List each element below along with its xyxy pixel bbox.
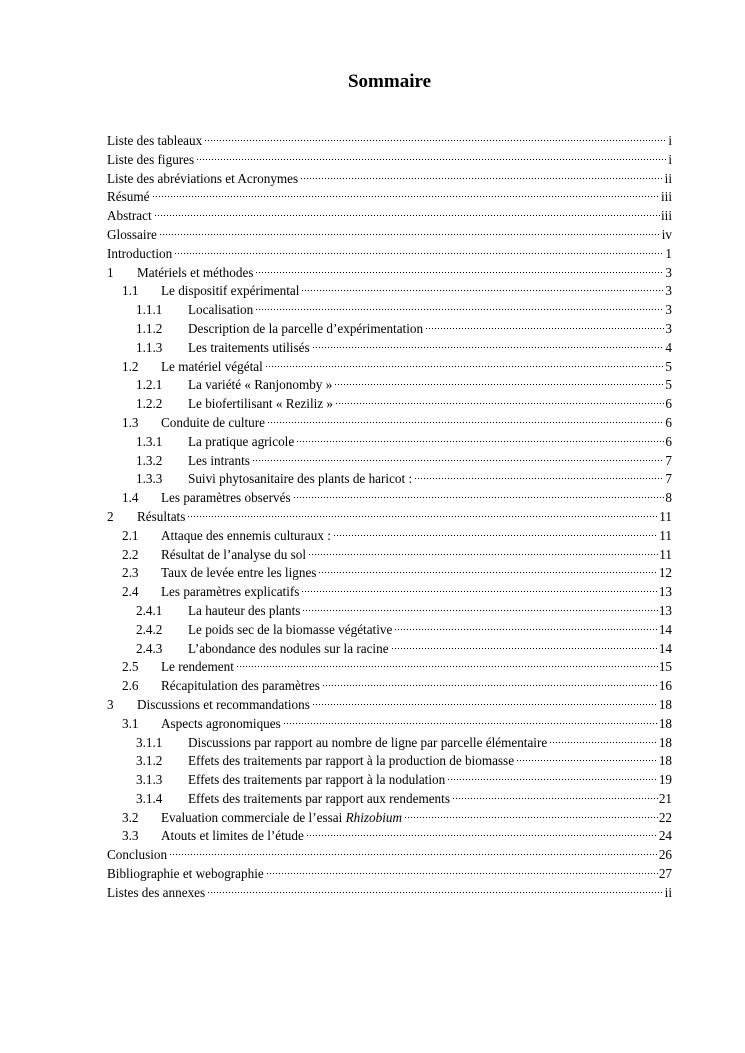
toc-entry-number: 2.5 <box>122 659 139 675</box>
toc-entry-number: 1.3.3 <box>136 471 163 487</box>
dot-leader <box>207 891 664 894</box>
toc-entry-number: 2.6 <box>122 678 139 694</box>
toc-entry-title: Le poids sec de la biomasse végétative <box>188 621 393 637</box>
toc-entry-page-number: 27 <box>658 866 672 882</box>
toc-entry-page-number: 15 <box>658 659 672 675</box>
dot-leader <box>300 177 664 180</box>
toc-entry[interactable] <box>107 452 672 471</box>
toc-entry[interactable] <box>107 395 672 414</box>
dot-leader <box>301 289 664 292</box>
toc-entry[interactable] <box>107 809 672 828</box>
toc-entry-title: Conduite de culture <box>161 414 266 430</box>
toc-entry[interactable] <box>107 151 672 170</box>
toc-entry[interactable] <box>107 640 672 659</box>
dot-leader <box>236 665 658 668</box>
dot-leader <box>322 684 658 687</box>
dot-leader <box>549 741 658 744</box>
toc-entry-title: Discussions par rapport au nombre de ligne par parcelle élémentaire <box>188 734 548 750</box>
toc-entry-title: Matériels et méthodes <box>137 264 254 280</box>
toc-entry-number: 1.1.3 <box>136 339 163 355</box>
toc-entry-title: Description de la parcelle d’expérimentation <box>188 320 424 336</box>
toc-entry[interactable] <box>107 339 672 358</box>
toc-entry-page-number: 5 <box>665 377 672 393</box>
toc-entry[interactable] <box>107 508 672 527</box>
toc-entry[interactable] <box>107 602 672 621</box>
toc-entry[interactable] <box>107 752 672 771</box>
dot-leader <box>283 722 658 725</box>
dot-leader <box>312 346 665 349</box>
page-title: Sommaire <box>347 71 432 92</box>
dot-leader <box>335 402 664 405</box>
toc-entry-number: 3.1.2 <box>136 753 163 769</box>
toc-entry-page-number: 21 <box>658 790 672 806</box>
toc-entry-page-number: 7 <box>665 471 672 487</box>
toc-entry-page-number: 8 <box>665 490 672 506</box>
toc-entry-page-number: 18 <box>658 734 672 750</box>
toc-entry-title: Le rendement <box>161 659 234 675</box>
toc-entry[interactable] <box>107 489 672 508</box>
toc-entry-page-number: 14 <box>658 621 672 637</box>
toc-entry-page-number: 3 <box>665 302 672 318</box>
toc-entry[interactable] <box>107 621 672 640</box>
toc-entry-number: 3.1.4 <box>136 790 163 806</box>
toc-entry-page-number: 18 <box>658 696 672 712</box>
toc-entry-page-number: i <box>668 151 672 167</box>
toc-entry-title: La pratique agricole <box>188 433 295 449</box>
toc-entry-number: 3 <box>107 696 114 712</box>
toc-entry[interactable] <box>107 865 672 884</box>
toc-entry-number: 3.3 <box>122 828 139 844</box>
dot-leader <box>252 459 665 462</box>
toc-entry-title: Suivi phytosanitaire des plants de haricot : <box>188 471 413 487</box>
toc-entry[interactable] <box>107 376 672 395</box>
toc-entry[interactable] <box>107 226 672 245</box>
dot-leader <box>394 628 657 631</box>
toc-entry-number: 1.4 <box>122 490 139 506</box>
dot-leader <box>159 233 661 236</box>
toc-entry-number: 2.4.1 <box>136 602 163 618</box>
toc-entry-page-number: 12 <box>658 565 672 581</box>
toc-entry-page-number: iv <box>661 226 672 242</box>
dot-leader <box>302 609 657 612</box>
dot-leader <box>187 515 658 518</box>
toc-entry-title: Le biofertilisant « Reziliz » <box>188 396 334 412</box>
toc-entry[interactable] <box>107 358 672 377</box>
dot-leader <box>516 759 658 762</box>
toc-entry-title: Atouts et limites de l’étude <box>161 828 304 844</box>
toc-entry-title: Résultats <box>137 508 186 524</box>
toc-entry-page-number: i <box>668 133 672 148</box>
toc-entry-page-number: 19 <box>658 772 672 788</box>
toc-entry-title: Glossaire <box>107 226 157 242</box>
toc-entry[interactable] <box>107 884 672 903</box>
toc-entry-title: Listes des annexes <box>107 884 206 900</box>
toc-entry[interactable] <box>107 170 672 189</box>
toc-entry-page-number: 4 <box>665 339 672 355</box>
toc-entry[interactable] <box>107 301 672 320</box>
dot-leader <box>318 571 657 574</box>
toc-entry[interactable] <box>107 527 672 546</box>
toc-entry-number: 3.1.1 <box>136 734 163 750</box>
dot-leader <box>293 496 665 499</box>
toc-entry-page-number: iii <box>661 208 672 224</box>
toc-entry[interactable] <box>107 546 672 565</box>
toc-entry-number: 2.4 <box>122 584 139 600</box>
toc-entry-page-number: 3 <box>665 264 672 280</box>
toc-entry-number: 2.4.3 <box>136 640 163 656</box>
dot-leader <box>255 271 664 274</box>
toc-entry-title: Les traitements utilisés <box>188 339 310 355</box>
toc-entry[interactable] <box>107 734 672 753</box>
dot-leader <box>306 834 658 837</box>
toc-entry-number: 1 <box>107 264 114 280</box>
toc-entry[interactable] <box>107 264 672 283</box>
dot-leader <box>452 797 658 800</box>
toc-entry-number: 1.3.1 <box>136 433 163 449</box>
toc-entry-title: Les paramètres explicatifs <box>161 584 300 600</box>
toc-entry-page-number: 5 <box>665 358 672 374</box>
dot-leader <box>267 421 664 424</box>
toc-entry[interactable] <box>107 771 672 790</box>
toc-entry-page-number: 18 <box>658 753 672 769</box>
toc-entry[interactable] <box>107 207 672 226</box>
dot-leader <box>308 553 658 556</box>
toc-entry-title: Discussions et recommandations <box>137 696 310 712</box>
toc-entry[interactable] <box>107 188 672 207</box>
toc-entry-page-number: 11 <box>659 508 672 524</box>
toc-entry-title: Taux de levée entre les lignes <box>161 565 317 581</box>
toc-entry[interactable] <box>107 433 672 452</box>
toc-entry[interactable] <box>107 846 672 865</box>
toc-entry[interactable] <box>107 583 672 602</box>
toc-entry-title: Liste des figures <box>107 151 195 167</box>
dot-leader <box>255 308 664 311</box>
toc-entry-page-number: 22 <box>658 809 672 825</box>
toc-entry-number: 1.2 <box>122 358 139 374</box>
toc-entry-title: La variété « Ranjonomby » <box>188 377 333 393</box>
toc-entry-title: Effets des traitements par rapport à la nodulation <box>188 772 446 788</box>
toc-entry-title: Effets des traitements par rapport à la production de biomasse <box>188 753 515 769</box>
toc-entry-title: Les intrants <box>188 452 250 468</box>
toc-entry[interactable] <box>107 282 672 301</box>
toc-entry-title: Bibliographie et webographie <box>107 866 264 882</box>
toc-entry-page-number: iii <box>661 189 672 205</box>
toc-entry[interactable] <box>107 827 672 846</box>
toc-entry-title: Liste des tableaux <box>107 133 203 148</box>
toc-entry-title-italic: Rhizobium <box>345 809 402 825</box>
toc-entry-page-number: 14 <box>658 640 672 656</box>
toc-entry-title: La hauteur des plants <box>188 602 301 618</box>
toc-entry-number: 3.2 <box>122 809 139 825</box>
toc-entry[interactable] <box>107 320 672 339</box>
toc-entry-title: Attaque des ennemis culturaux : <box>161 527 331 543</box>
dot-leader <box>204 139 667 142</box>
dot-leader <box>312 703 658 706</box>
toc-entry-number: 1.2.2 <box>136 396 163 412</box>
toc-entry-page-number: 11 <box>659 527 672 543</box>
toc-entry-page-number: 16 <box>658 678 672 694</box>
toc-entry-title: Le matériel végétal <box>161 358 263 374</box>
toc-entry[interactable] <box>107 414 672 433</box>
toc-entry-page-number: 26 <box>658 847 672 863</box>
toc-entry-title: Localisation <box>188 302 254 318</box>
toc-entry[interactable] <box>107 564 672 583</box>
dot-leader <box>391 647 658 650</box>
dot-leader <box>265 365 665 368</box>
toc-entry-page-number: ii <box>664 170 672 186</box>
toc-entry-number: 3.1.3 <box>136 772 163 788</box>
dot-leader <box>266 872 658 875</box>
toc-entry-page-number: 6 <box>665 433 672 449</box>
dot-leader <box>447 778 658 781</box>
dot-leader <box>154 214 660 217</box>
toc-entry-title: Introduction <box>107 245 173 261</box>
toc-entry-page-number: 3 <box>665 283 672 299</box>
dot-leader <box>301 590 657 593</box>
toc-entry-page-number: 13 <box>658 584 672 600</box>
toc-entry-title: Récapitulation des paramètres <box>161 678 320 694</box>
toc-entry-page-number: 1 <box>665 245 672 261</box>
toc-entry-title: Les paramètres observés <box>161 490 291 506</box>
toc-entry[interactable] <box>107 658 672 677</box>
toc-entry-title: Abstract <box>107 208 152 224</box>
toc-entry-title: Résultat de l’analyse du sol <box>161 546 307 562</box>
toc-entry-title: Liste des abréviations et Acronymes <box>107 170 299 186</box>
toc-entry-number: 2.2 <box>122 546 139 562</box>
toc-entry-page-number: 11 <box>659 546 672 562</box>
toc-entry[interactable] <box>107 677 672 696</box>
toc-entry-number: 2.3 <box>122 565 139 581</box>
dot-leader <box>414 477 664 480</box>
toc-entry-title <box>161 809 402 828</box>
toc-entry-number: 1.1 <box>122 283 139 299</box>
toc-entry[interactable] <box>107 132 672 151</box>
toc-entry-title: Effets des traitements par rapport aux rendements <box>188 790 450 806</box>
toc-entry-page-number: 6 <box>665 396 672 412</box>
toc-entry-title: Résumé <box>107 189 150 205</box>
toc-entry-number: 2 <box>107 508 114 524</box>
dot-leader <box>196 158 667 161</box>
dot-leader <box>174 252 664 255</box>
toc-entry-page-number: 18 <box>658 715 672 731</box>
toc-entry-number: 1.3.2 <box>136 452 163 468</box>
toc-entry-title: Conclusion <box>107 847 168 863</box>
toc-entry-title: Le dispositif expérimental <box>161 283 300 299</box>
toc-entry-number: 1.3 <box>122 414 139 430</box>
toc-entry-title: L’abondance des nodules sur la racine <box>188 640 389 656</box>
toc-entry-page-number: 24 <box>658 828 672 844</box>
dot-leader <box>334 383 664 386</box>
toc-entry-title: Aspects agronomiques <box>161 715 281 731</box>
toc-entry-number: 1.1.2 <box>136 320 163 336</box>
table-of-contents <box>107 132 672 903</box>
dot-leader <box>404 816 658 819</box>
toc-entry-page-number: 7 <box>665 452 672 468</box>
toc-entry[interactable] <box>107 245 672 264</box>
dot-leader <box>333 534 658 537</box>
toc-entry[interactable] <box>107 470 672 489</box>
toc-entry-page-number: 6 <box>665 414 672 430</box>
toc-entry[interactable] <box>107 715 672 734</box>
dot-leader <box>169 853 658 856</box>
toc-entry[interactable] <box>107 696 672 715</box>
toc-entry-number: 1.2.1 <box>136 377 163 393</box>
toc-entry-title-text: Evaluation commerciale de l’essai <box>161 809 343 825</box>
toc-entry[interactable] <box>107 790 672 809</box>
toc-entry-number: 2.1 <box>122 527 139 543</box>
dot-leader <box>296 440 664 443</box>
toc-entry-page-number: 13 <box>658 602 672 618</box>
toc-entry-number: 3.1 <box>122 715 139 731</box>
toc-entry-page-number: ii <box>664 884 672 900</box>
toc-entry-number: 1.1.1 <box>136 302 163 318</box>
toc-entry-number: 2.4.2 <box>136 621 163 637</box>
dot-leader <box>425 327 664 330</box>
toc-entry-page-number: 3 <box>665 320 672 336</box>
dot-leader <box>152 195 661 198</box>
